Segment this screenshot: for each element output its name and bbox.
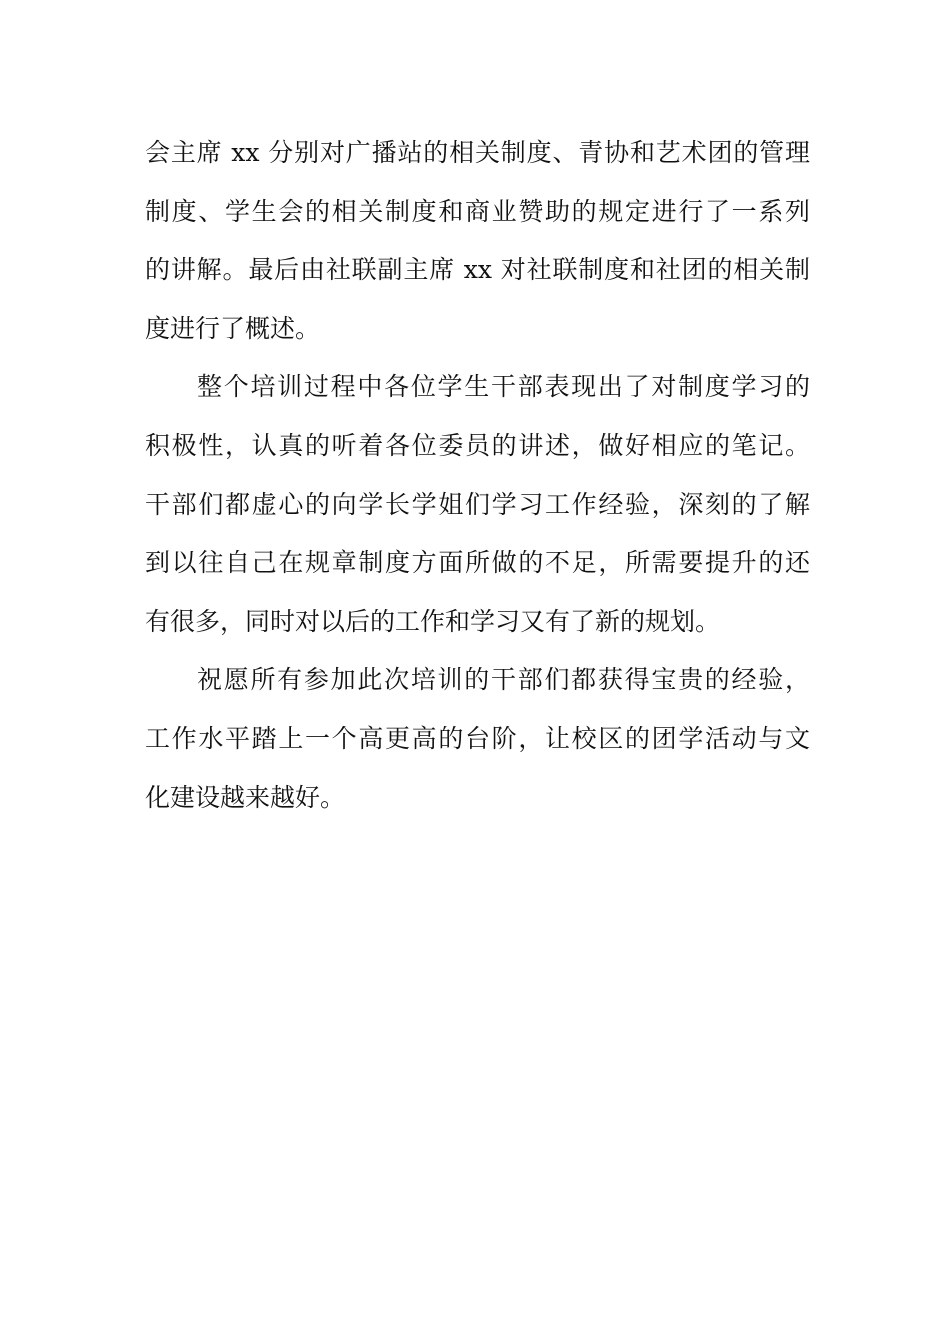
text-line: 有很多，同时对以后的工作和学习又有了新的规划。: [145, 606, 721, 636]
document-body: [145, 130, 810, 833]
text-line: 到以往自己在规章制度方面所做的不足，所需要提升的还: [145, 548, 810, 578]
text-line: 的讲解。最后由社联副主席 xx 对社联制度和社团的相关制: [145, 255, 810, 285]
text-line: 干部们都虚心的向学长学姐们学习工作经验，深刻的了解: [145, 489, 810, 519]
text-line: 积极性，认真的听着各位委员的讲述，做好相应的笔记。: [145, 430, 810, 460]
paragraph-1: [145, 130, 810, 364]
paragraph-2: [145, 364, 810, 657]
text-line: 祝愿所有参加此次培训的干部们都获得宝贵的经验，: [197, 665, 810, 695]
paragraph-3: [145, 657, 810, 833]
text-line: 度进行了概述。: [145, 313, 321, 343]
text-line: 制度、学生会的相关制度和商业赞助的规定进行了一系列: [145, 196, 810, 226]
text-line: 整个培训过程中各位学生干部表现出了对制度学习的: [197, 372, 810, 402]
text-line: 化建设越来越好。: [145, 782, 346, 812]
text-line: 会主席 xx 分别对广播站的相关制度、青协和艺术团的管理: [145, 138, 810, 167]
text-line: 工作水平踏上一个高更高的台阶，让校区的团学活动与文: [145, 723, 810, 753]
